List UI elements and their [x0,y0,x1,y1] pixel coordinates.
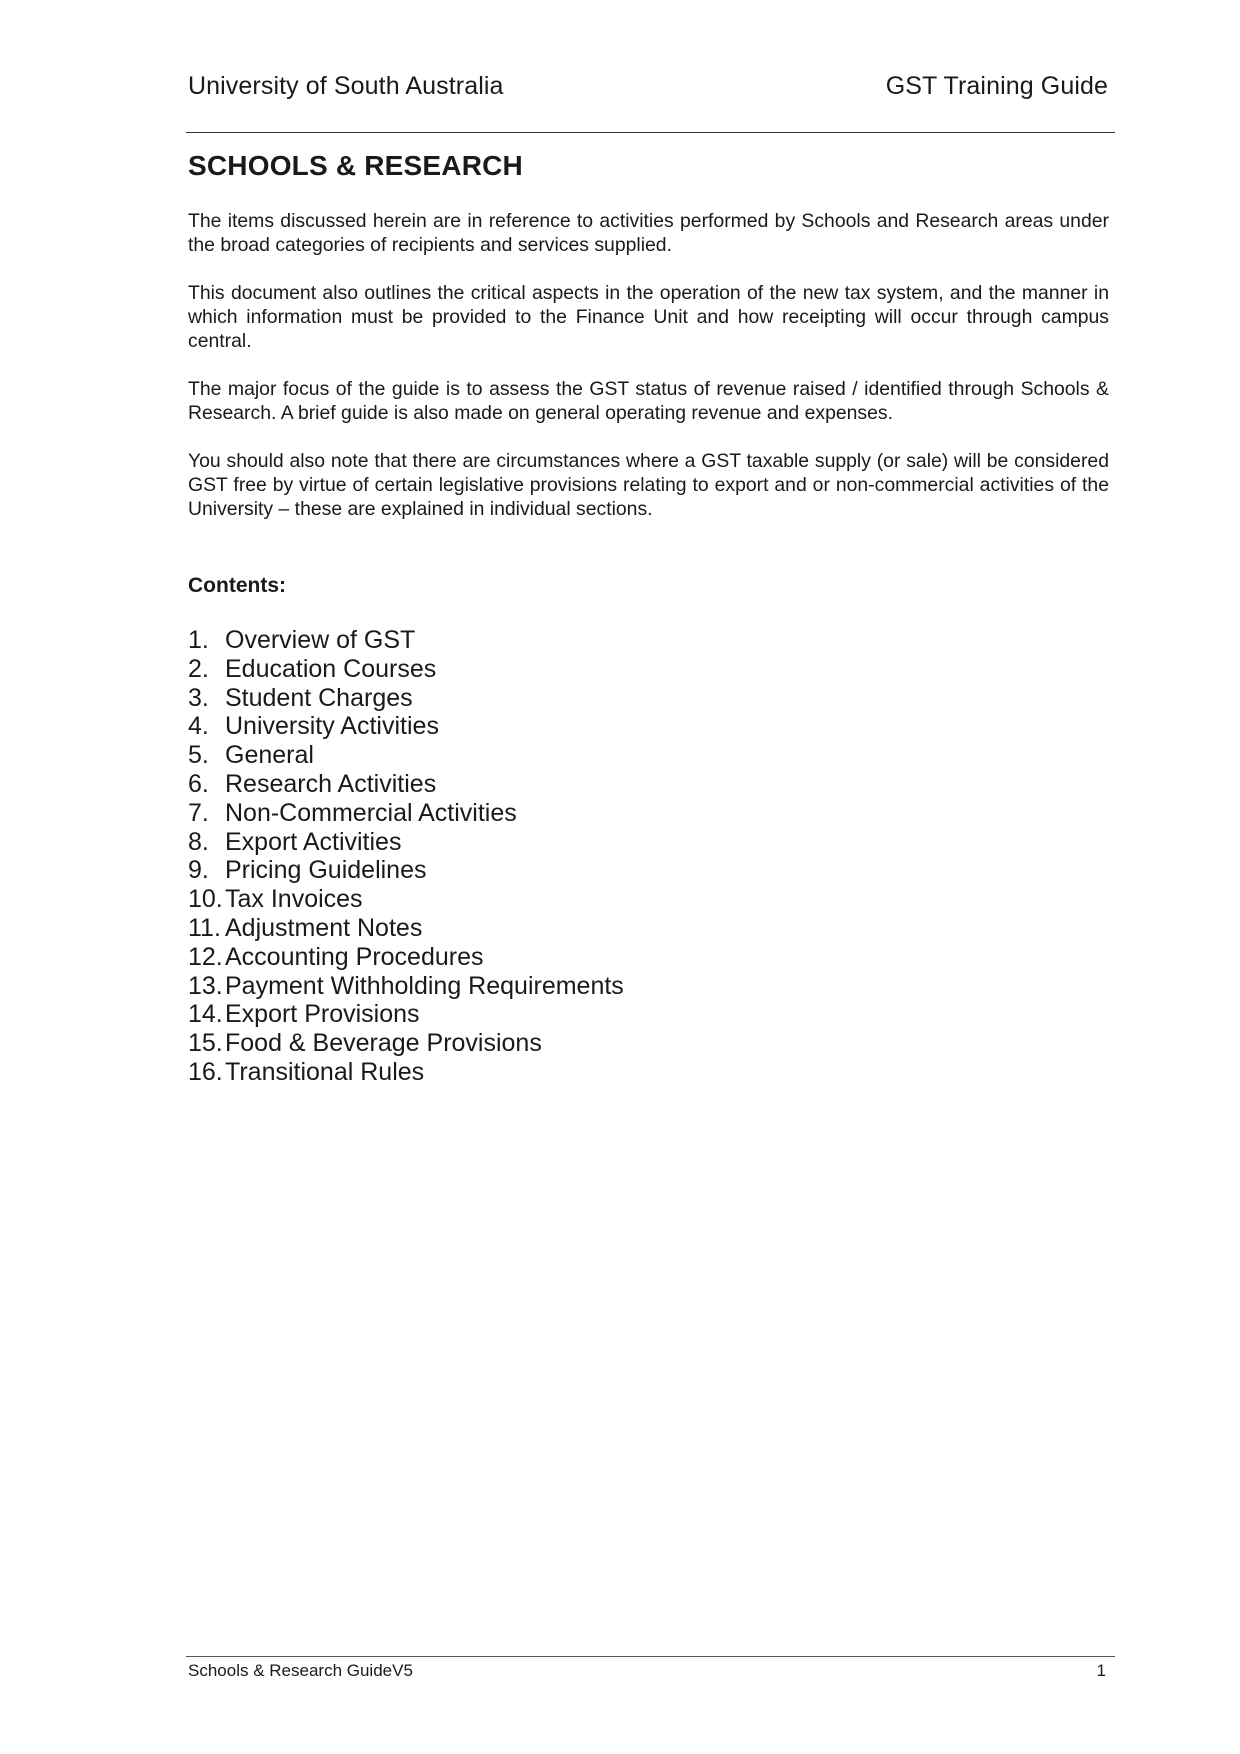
page-header [188,72,1108,101]
header-document-title: GST Training Guide [885,72,1108,100]
contents-item [188,684,624,713]
contents-list [188,626,624,1087]
header-organization: University of South Australia [188,72,504,100]
contents-item-number: 13. [188,971,223,1000]
contents-item-label: Pricing Guidelines [225,856,427,885]
footer-document-name: Schools & Research GuideV5 [188,1661,413,1680]
contents-item-number: 1. [188,626,209,654]
intro-paragraph: You should also note that there are circumstances where a GST taxable supply (or sale) will be considered GST free by virtue of certain legislative provisions relating to export and or non-commercial activities of the University – these are explained in individual sections. [188,450,1109,520]
contents-item [188,770,624,799]
page-footer [188,1661,1106,1681]
contents-item [188,1029,624,1058]
contents-item-label: University Activities [225,712,439,741]
contents-item [188,1000,624,1029]
contents-item [188,741,624,770]
contents-item-number: 9. [188,856,209,885]
contents-item-label: Adjustment Notes [225,913,423,942]
contents-item-label: Payment Withholding Requirements [225,971,624,1000]
contents-item-label: Non-Commercial Activities [225,798,517,827]
contents-item [188,1058,624,1087]
contents-item [188,914,624,943]
page-title: SCHOOLS & RESEARCH [188,150,523,181]
contents-item [188,712,624,741]
page-number: 1 [1096,1661,1106,1680]
contents-item-label: Export Activities [225,827,402,856]
contents-item-number: 6. [188,769,209,798]
contents-item [188,655,624,684]
contents-item-label: Tax Invoices [225,885,363,914]
contents-item-label: Research Activities [225,769,437,798]
contents-item [188,885,624,914]
contents-item-label: Transitional Rules [225,1057,425,1086]
contents-item-number: 7. [188,798,209,827]
contents-item [188,799,624,828]
contents-item-number: 14. [188,1000,223,1029]
contents-item-number: 2. [188,654,209,683]
contents-item-label: Student Charges [225,683,413,712]
contents-item-number: 8. [188,827,209,856]
contents-item-label: Overview of GST [225,626,416,654]
contents-item-number: 12. [188,942,223,971]
intro-paragraphs [188,209,1109,545]
contents-item-label: Accounting Procedures [225,942,484,971]
contents-item-label: Education Courses [225,654,437,683]
intro-paragraph: The major focus of the guide is to assess the GST status of revenue raised / identified through Schools & Research. A brief guide is also made on general operating revenue and expenses. [188,378,1109,424]
contents-item [188,972,624,1001]
contents-item-number: 11. [188,913,221,942]
contents-item-label: General [225,741,314,770]
contents-item-number: 15. [188,1029,223,1058]
contents-item [188,943,624,972]
contents-item [188,828,624,857]
contents-item-label: Food & Beverage Provisions [225,1029,542,1058]
contents-item-number: 16. [188,1057,223,1086]
contents-item-number: 10. [188,885,223,914]
contents-item-number: 4. [188,712,209,741]
contents-heading: Contents: [188,574,286,597]
contents-item-number: 5. [188,741,209,770]
contents-item-label: Export Provisions [225,1000,420,1029]
contents-item-number: 3. [188,683,209,712]
footer-divider [186,1656,1115,1657]
contents-item [188,626,624,655]
contents-item [188,856,624,885]
intro-paragraph: The items discussed herein are in reference to activities performed by Schools and Research areas under the broad categories of recipients and services supplied. [188,210,1109,256]
intro-paragraph: This document also outlines the critical aspects in the operation of the new tax system, and the manner in which information must be provided to the Finance Unit and how receipting will occur through campus central. [188,282,1109,352]
header-divider [186,132,1115,133]
